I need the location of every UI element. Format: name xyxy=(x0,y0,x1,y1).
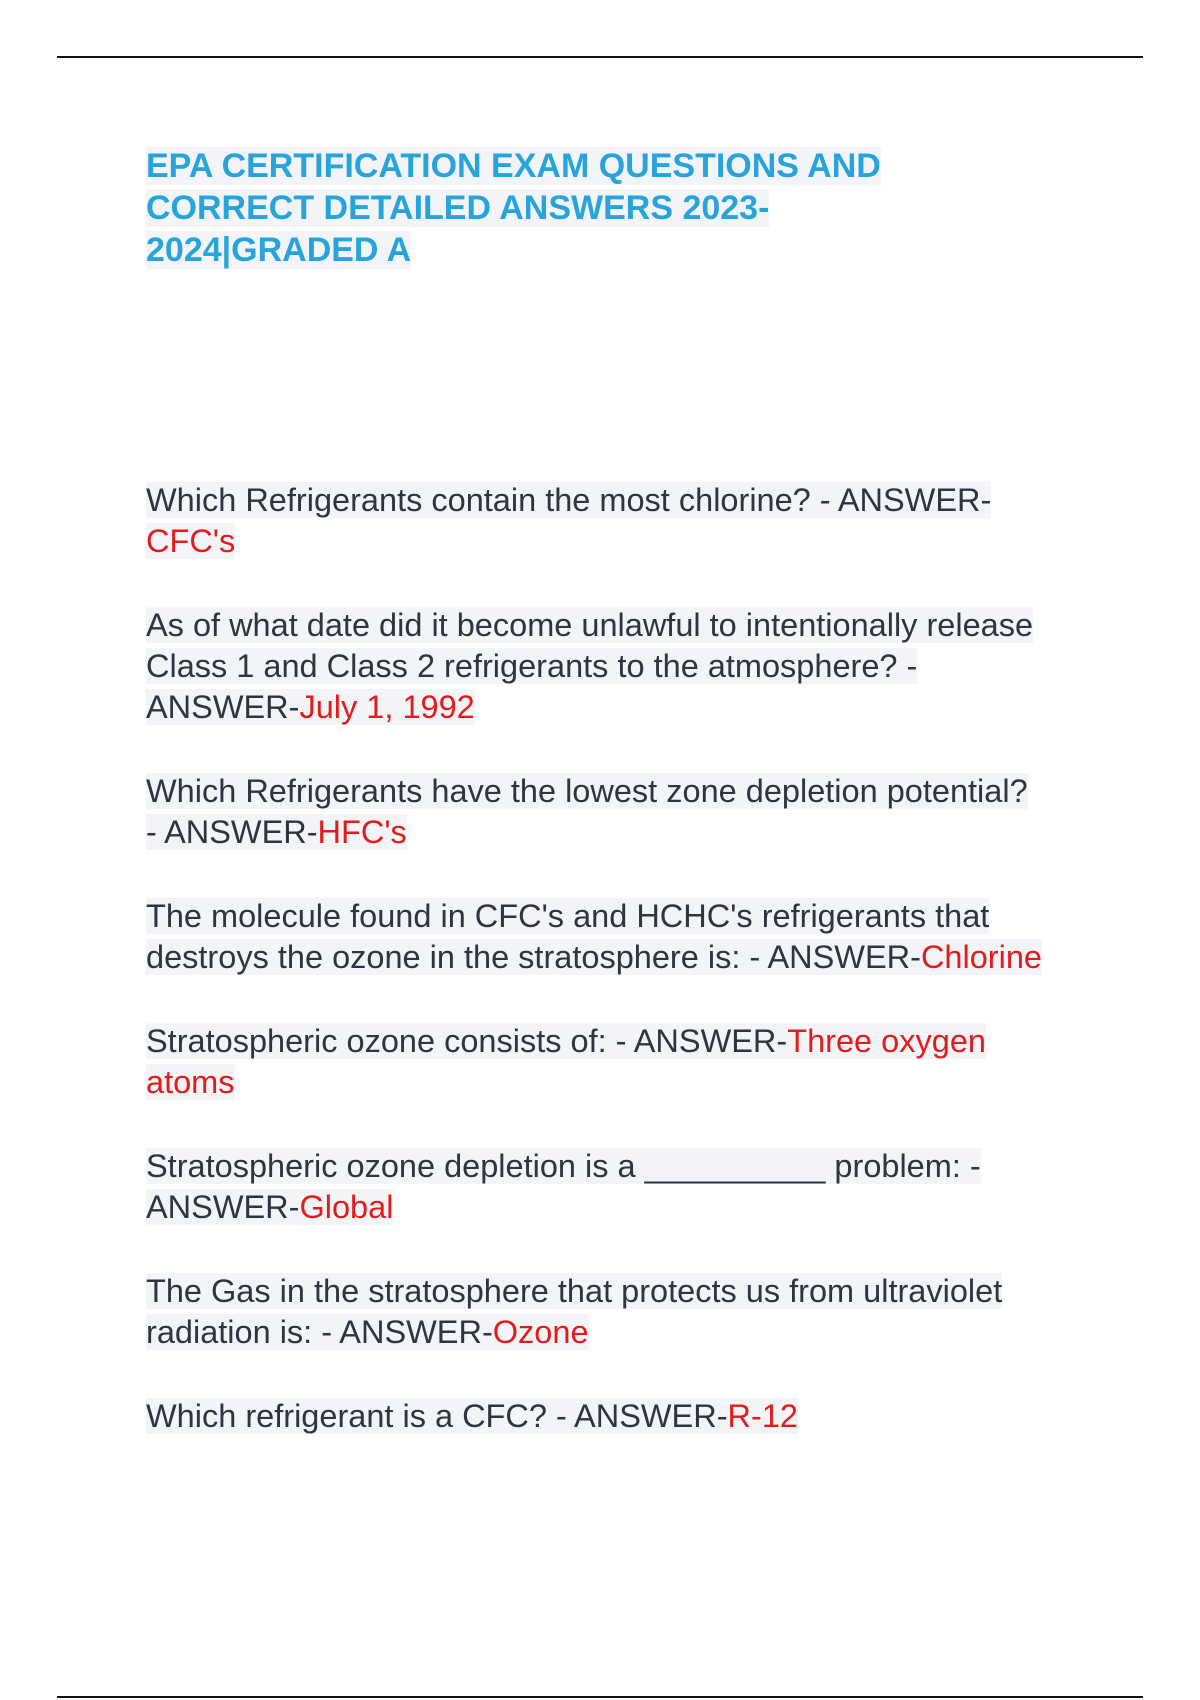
answer-prefix: ANSWER- xyxy=(574,1398,728,1434)
answer-text: CFC's xyxy=(146,523,236,559)
answer-prefix: ANSWER- xyxy=(146,1189,300,1225)
question-text: As of what date did it become unlawful to intentionally release Class 1 and Class 2 refrigerants to the atmosphere? - xyxy=(146,607,1034,684)
answer-text: July 1, 1992 xyxy=(299,689,475,725)
document-title xyxy=(146,145,966,271)
answer-prefix: ANSWER- xyxy=(164,814,318,850)
qa-list xyxy=(146,480,1046,1480)
question-text: Which Refrigerants have the lowest zone depletion potential? - xyxy=(146,773,1028,850)
qa-item xyxy=(146,896,1046,978)
qa-item xyxy=(146,480,1046,562)
answer-text: R-12 xyxy=(727,1398,798,1434)
bottom-divider xyxy=(57,1696,1143,1698)
answer-text: Global xyxy=(299,1189,394,1225)
qa-item xyxy=(146,1146,1046,1228)
answer-text: Chlorine xyxy=(920,939,1042,975)
answer-prefix: ANSWER- xyxy=(339,1314,493,1350)
question-text: Stratospheric ozone depletion is a __________ problem: - xyxy=(146,1148,981,1184)
question-text: Which refrigerant is a CFC? - xyxy=(146,1398,575,1434)
answer-text: Three oxygen atoms xyxy=(146,1023,986,1100)
answer-prefix: ANSWER- xyxy=(837,482,992,518)
answer-text: HFC's xyxy=(317,814,407,850)
top-divider xyxy=(57,56,1143,58)
qa-item xyxy=(146,1271,1046,1353)
question-text: Stratospheric ozone consists of: - xyxy=(146,1023,634,1059)
qa-item xyxy=(146,1021,1046,1103)
qa-item xyxy=(146,1396,1046,1437)
qa-item xyxy=(146,605,1046,728)
qa-item xyxy=(146,771,1046,853)
question-text: Which Refrigerants contain the most chlorine? - xyxy=(146,482,838,518)
answer-text: Ozone xyxy=(492,1314,589,1350)
question-text: The molecule found in CFC's and HCHC's refrigerants that destroys the ozone in the stratosphere is: - xyxy=(146,898,990,975)
answer-prefix: ANSWER- xyxy=(146,689,300,725)
answer-prefix: ANSWER- xyxy=(633,1023,788,1059)
answer-prefix: ANSWER- xyxy=(767,939,921,975)
document-title-text: EPA CERTIFICATION EXAM QUESTIONS AND CORRECT DETAILED ANSWERS 2023-2024|GRADED A xyxy=(146,147,881,269)
question-text: The Gas in the stratosphere that protects us from ultraviolet radiation is: - xyxy=(146,1273,1003,1350)
